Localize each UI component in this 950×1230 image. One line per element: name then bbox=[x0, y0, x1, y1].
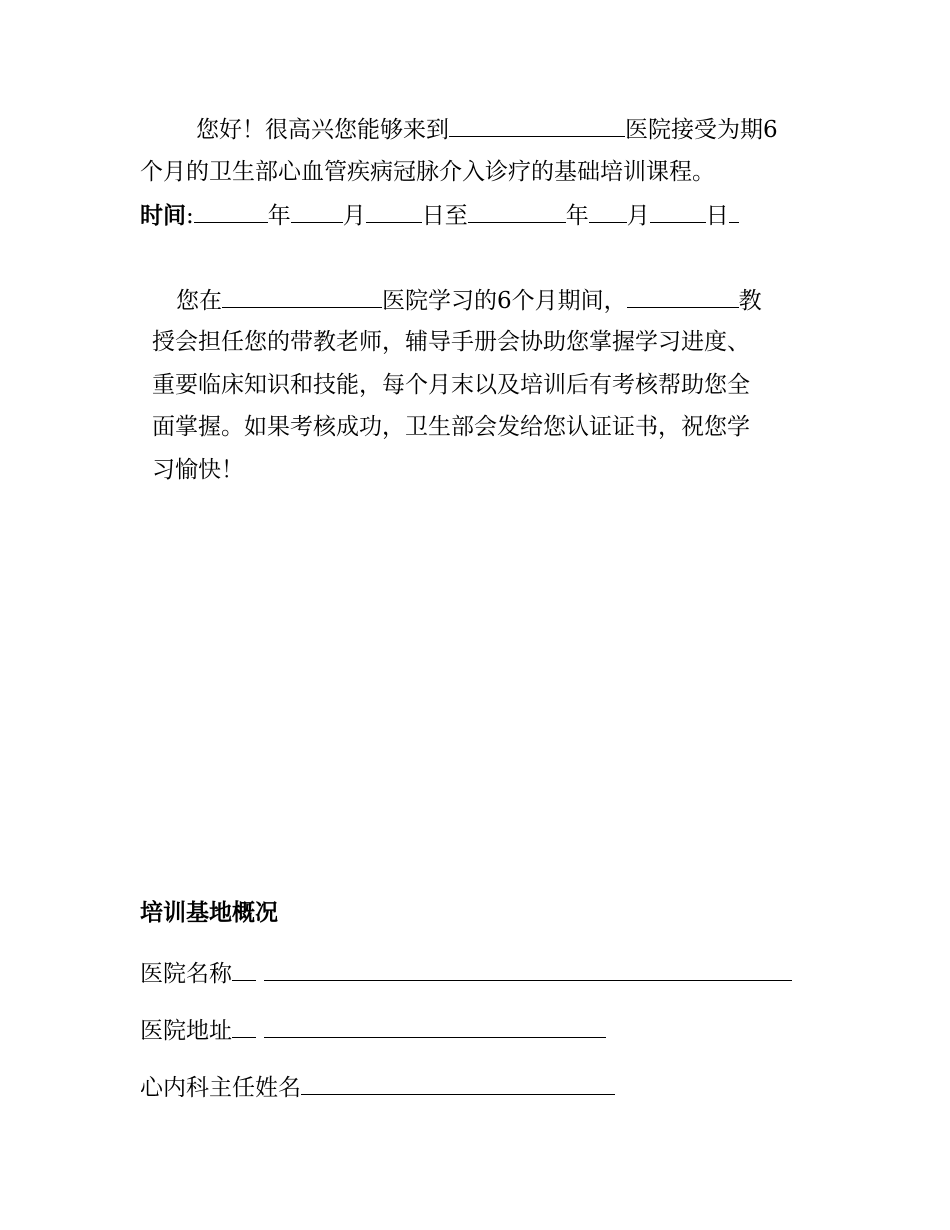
director-name-input[interactable] bbox=[301, 1072, 615, 1095]
hospital-blank-1[interactable] bbox=[449, 114, 625, 137]
para2-line-4: 面掌握。如果考核成功，卫生部会发给您认证证书，祝您学 bbox=[152, 414, 750, 440]
para2-line-2: 授会担任您的带教老师，辅导手册会协助您掌握学习进度、 bbox=[152, 329, 750, 355]
end-month-blank[interactable] bbox=[589, 200, 627, 223]
para2-text-1b: 医院学习的6个月期间， bbox=[382, 288, 627, 314]
director-name-field bbox=[140, 1072, 615, 1103]
time-line bbox=[140, 200, 739, 231]
start-month-blank[interactable] bbox=[291, 200, 343, 223]
para2-text-1a: 您在 bbox=[176, 288, 222, 314]
intro-text-1a: 您好！很高兴您能够来到 bbox=[196, 117, 449, 143]
hospital-address-input[interactable] bbox=[264, 1015, 606, 1038]
hospital-name-field bbox=[140, 958, 792, 989]
start-year-blank[interactable] bbox=[194, 200, 268, 223]
end-day-blank[interactable] bbox=[650, 200, 706, 223]
day-label-1: 日至 bbox=[421, 203, 468, 229]
time-colon: : bbox=[186, 203, 194, 229]
intro-line-1 bbox=[196, 114, 778, 145]
para2-text-1c: 教 bbox=[738, 288, 762, 314]
hospital-name-prefix-blank bbox=[232, 958, 256, 981]
hospital-name-label: 医院名称 bbox=[140, 961, 232, 987]
hospital-name-input[interactable] bbox=[264, 958, 792, 981]
trailing-blank[interactable] bbox=[729, 200, 739, 223]
end-year-blank[interactable] bbox=[468, 200, 566, 223]
hospital-address-prefix-blank bbox=[232, 1015, 256, 1038]
month-label-2: 月 bbox=[626, 203, 650, 229]
section-heading: 培训基地概况 bbox=[140, 900, 278, 926]
intro-text-1b: 医院接受为期6 bbox=[625, 117, 778, 143]
hospital-address-label: 医院地址 bbox=[140, 1018, 232, 1044]
hospital-address-field bbox=[140, 1015, 606, 1046]
intro-line-2: 个月的卫生部心血管疾病冠脉介入诊疗的基础培训课程。 bbox=[140, 159, 715, 185]
professor-blank[interactable] bbox=[627, 285, 739, 308]
day-label-2: 日 bbox=[705, 203, 729, 229]
para2-line-3: 重要临床知识和技能，每个月末以及培训后有考核帮助您全 bbox=[152, 372, 750, 398]
director-name-label: 心内科主任姓名 bbox=[140, 1075, 301, 1101]
para2-line-5: 习愉快！ bbox=[152, 457, 244, 483]
month-label-1: 月 bbox=[342, 203, 366, 229]
start-day-blank[interactable] bbox=[366, 200, 422, 223]
hospital-blank-2[interactable] bbox=[222, 285, 382, 308]
para2-line-1 bbox=[176, 285, 762, 316]
time-label: 时间 bbox=[140, 203, 186, 229]
year-label-1: 年 bbox=[267, 203, 291, 229]
year-label-2: 年 bbox=[565, 203, 589, 229]
